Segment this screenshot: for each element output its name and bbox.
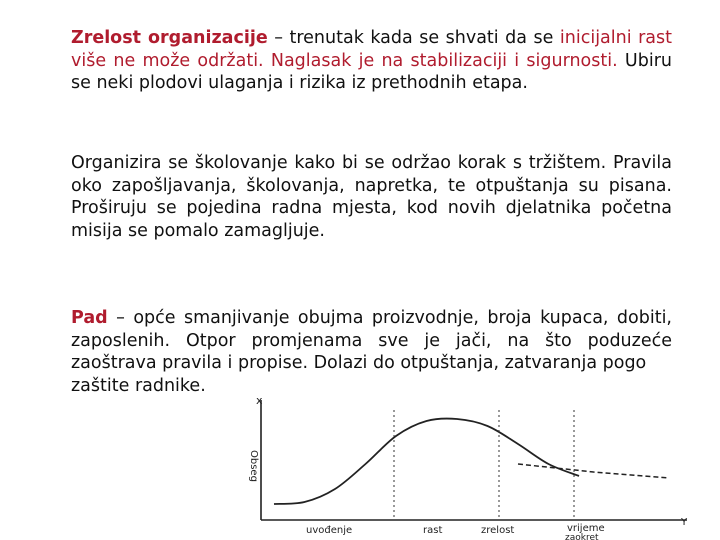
x-axis-mark: Y <box>681 517 688 528</box>
phase-label-intro: uvođenje <box>306 525 353 536</box>
y-axis-mark: x <box>256 394 263 407</box>
maturity-highlight: inicijalni rast više ne može održati. Naglasak je na stabilizaciji i sigurnosti. <box>71 28 672 71</box>
decline-dashed-curve <box>518 464 669 478</box>
decline-tail: zaštite radnike. <box>71 375 206 396</box>
term-decline: Pad <box>71 308 108 328</box>
paragraph-decline <box>71 307 672 397</box>
lifecycle-chart <box>229 392 720 540</box>
phase-label-growth: rast <box>423 525 443 536</box>
phase-label-time: vrijeme <box>567 523 605 534</box>
lifecycle-chart-svg <box>229 392 720 540</box>
curve-layer <box>274 419 669 504</box>
phase-label-maturity: zrelost <box>481 525 515 536</box>
y-axis-label: Obseg <box>248 450 259 482</box>
paragraph-maturity <box>71 27 672 95</box>
phase-annotation: zaokret <box>565 533 599 540</box>
maturity-intro: – trenutak kada se shvati da se <box>267 28 560 48</box>
decline-text: – opće smanjivanje obujma proizvodnje, broja kupaca, dobiti, zaposlenih. Otpor promjenama sve je jači, na što poduzeće zaoštrava pravila i propise. Dolazi do otpuštanja, zatvaranja pogo <box>71 308 672 374</box>
lifecycle-curve <box>274 419 579 504</box>
paragraph-training: Organizira se školovanje kako bi se održao korak s tržištem. Pravila oko zapošljavanja, školovanja, napretka, te otpuštanja su pisana. Proširuju se pojedina radna mjesta, kod novih djelatnika početna misija se pomalo zamagljuje. <box>71 153 672 241</box>
term-maturity: Zrelost organizacije <box>71 28 268 48</box>
maturity-rest: Ubiru se neki plodovi ulaganja i rizika iz prethodnih etapa. <box>71 50 672 94</box>
